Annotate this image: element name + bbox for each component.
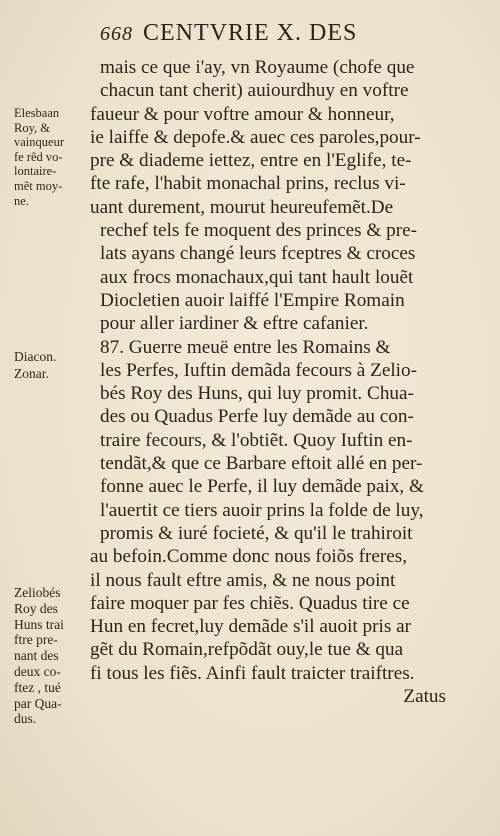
text-line: bés Roy des Huns, qui luy promit. Chua-	[100, 383, 414, 405]
text-line: lats ayans changé leurs fceptres & croces	[100, 243, 416, 265]
text-line: ie laiffe & depofe.& auec ces paroles,pour-	[90, 126, 421, 148]
margin-line: Zeliobés	[14, 585, 61, 600]
text-line: au befoin.Comme donc nous foiõs freres,	[90, 546, 408, 568]
text-line: des ou Quadus Perfe luy demãde au con-	[100, 406, 414, 428]
text-line: promis & iuré focieté, & qu'il le trahiroit	[100, 522, 413, 544]
text-line: uant durement, mourut heureufemẽt.De	[90, 196, 394, 218]
margin-line: vainqueur	[14, 135, 64, 150]
text-line: 87. Guerre meuë entre les Romains &	[100, 336, 391, 358]
margin-line: Zonar.	[14, 366, 49, 381]
text-line: fi tous les fiẽs. Ainfi fault traicter traiftres.	[90, 662, 415, 684]
text-line: pre & diademe iettez, entre en l'Eglife, te-	[90, 150, 412, 172]
text-line: chacun tant cherit) auiourdhuy en voftre	[100, 80, 409, 102]
text-line: faire moquer par fes chiẽs. Quadus tire ce	[90, 592, 410, 614]
text-line: gẽt du Romain,refpõdãt ouy,le tue & qua	[90, 639, 404, 661]
margin-line: ftez , tué	[14, 679, 61, 695]
text-line: fte rafe, l'habit monachal prins, reclus vi-	[90, 173, 406, 195]
margin-line: par Qua-	[14, 695, 62, 711]
margin-line: Diacon.	[14, 349, 57, 364]
text-line: les Perfes, Iuftin demãda fecours à Zelio-	[100, 359, 417, 381]
text-line: mais ce que i'ay, vn Royaume (chofe que	[100, 57, 415, 78]
margin-line: Roy, &	[14, 120, 50, 135]
text-line: il nous fault eftre amis, & ne nous point	[90, 569, 396, 591]
text-line: l'auertit ce tiers auoir prins la folde de luy,	[100, 499, 424, 521]
page-number: 668	[100, 23, 133, 45]
margin-line: Huns trai	[14, 616, 64, 632]
text-line: rechef tels fe moquent des princes & pre-	[100, 220, 417, 242]
catchword: Zatus	[403, 686, 446, 708]
margin-line: nant des	[14, 648, 59, 664]
margin-line: Elesbaan	[14, 106, 60, 120]
margin-line: dus.	[14, 711, 37, 727]
text-line: aux frocs monachaux,qui tant hault louẽt	[100, 266, 414, 288]
page-header	[100, 20, 440, 47]
text-line: tendãt,& que ce Barbare eftoit allé en per-	[100, 453, 423, 475]
margin-line: Roy des	[14, 600, 58, 616]
main-text-block	[90, 56, 480, 708]
text-line: Diocletien auoir laiffé l'Empire Romain	[100, 289, 405, 311]
text-line: traire fecours, & l'obtiẽt. Quoy Iuftin en-	[100, 429, 413, 451]
text-line: faueur & pour voftre amour & honneur,	[90, 103, 395, 125]
margin-line: ne.	[14, 193, 29, 208]
margin-line: deux co-	[14, 663, 61, 679]
margin-line: fe rẽd vo-	[14, 149, 63, 164]
margin-note-elesbaan	[14, 106, 86, 208]
margin-note-sources	[14, 348, 86, 382]
margin-note-zeliobes	[14, 585, 86, 727]
margin-line: ftre pre-	[14, 632, 58, 648]
text-line: Hun en fecret,luy demãde s'il auoit pris ar	[90, 616, 412, 638]
text-line: pour aller iardiner & eftre cafanier.	[100, 313, 369, 335]
margin-line: lontaire-	[14, 164, 57, 179]
running-title: CENTVRIE X. DES	[143, 20, 358, 46]
text-line: fonne auec le Perfe, il luy demãde paix, &	[100, 476, 424, 498]
margin-line: mẽt moy-	[14, 178, 63, 193]
